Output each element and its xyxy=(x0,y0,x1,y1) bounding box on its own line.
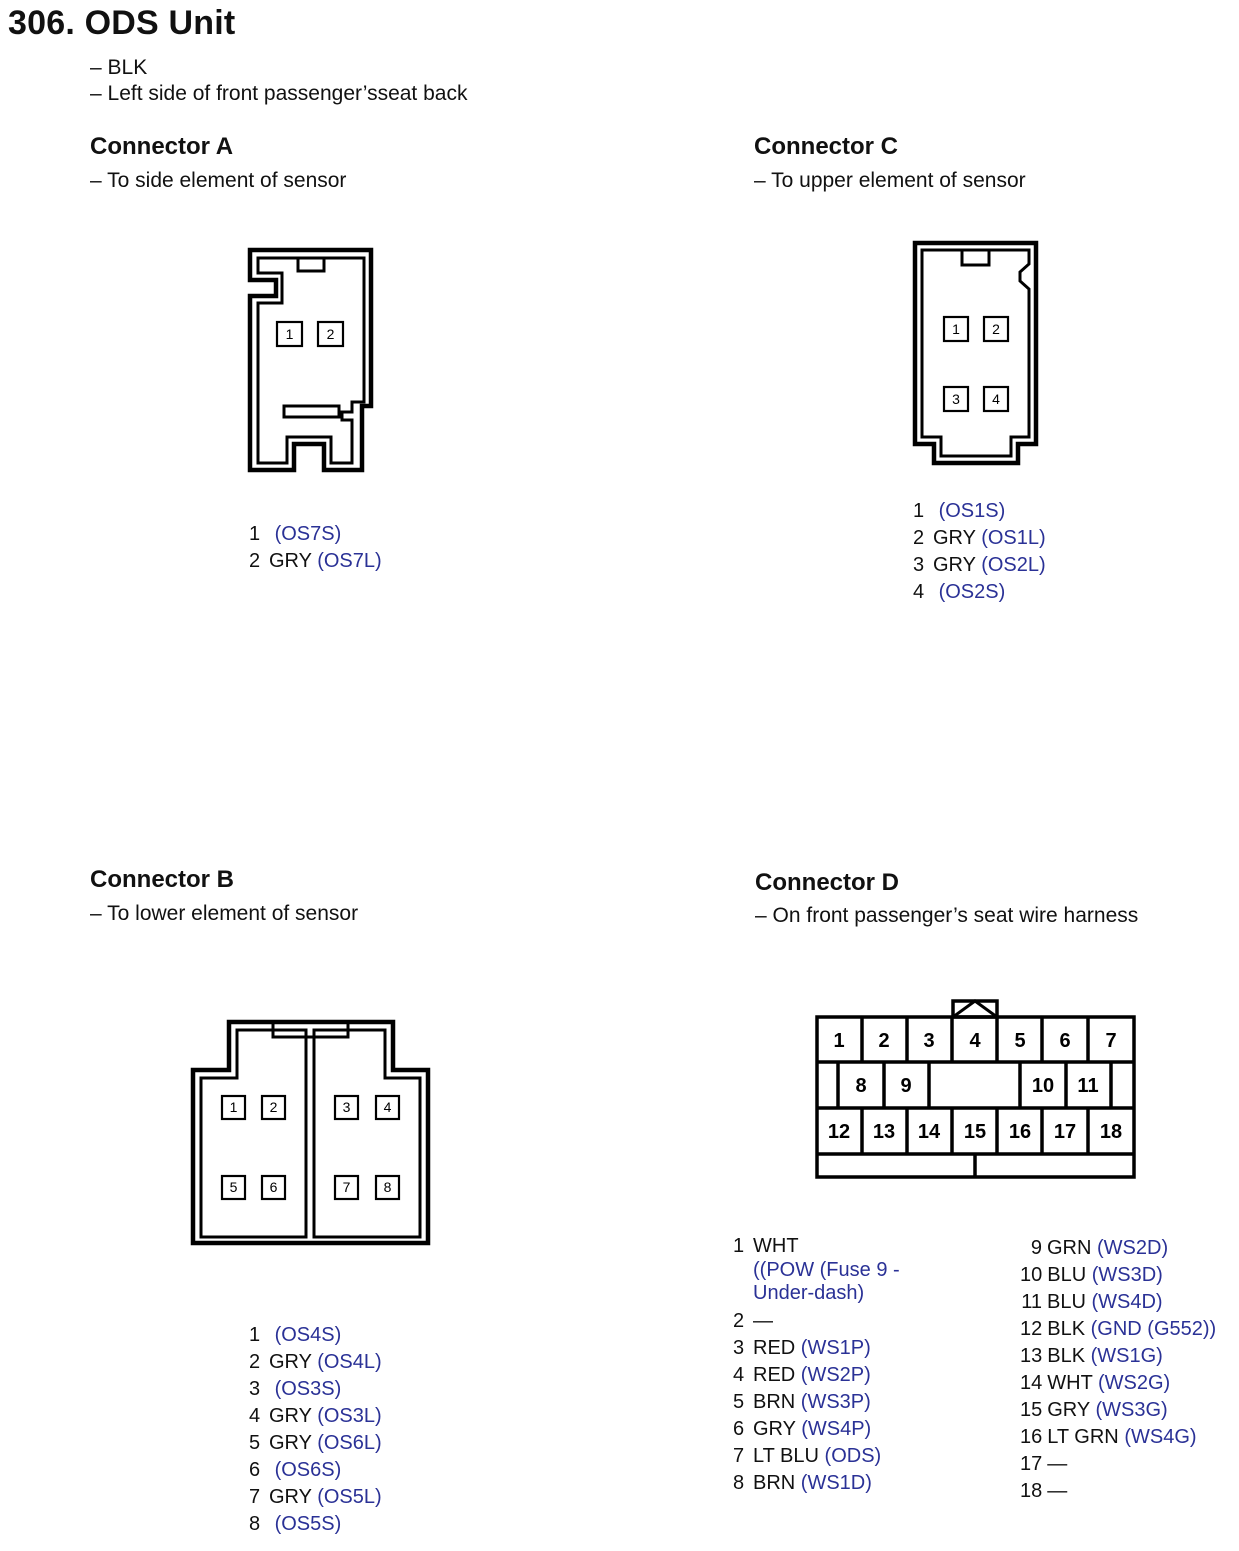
circuit-name: (WS4P) xyxy=(801,1418,872,1440)
connector-d-pin-4-label: 4 xyxy=(969,1030,981,1052)
wire-color: LT BLU xyxy=(753,1445,819,1467)
connector-d-pin-2-label: 2 xyxy=(878,1030,890,1052)
connector-c-pin-3 xyxy=(944,387,968,411)
wire-color: BRN xyxy=(753,1391,796,1413)
wire-color: GRY xyxy=(269,1486,312,1508)
circuit-name: (WS3P) xyxy=(800,1391,871,1413)
circuit-name: (WS3G) xyxy=(1095,1399,1168,1421)
pin-row xyxy=(1020,1343,1216,1370)
connector-b-pin-1 xyxy=(222,1096,245,1119)
circuit-name: (WS2P) xyxy=(800,1364,871,1386)
connector-b-pin-7 xyxy=(335,1176,358,1199)
connector-d-pinlist-left-rest xyxy=(733,1308,881,1497)
pin-number: 5 xyxy=(733,1391,745,1413)
connector-b-face xyxy=(193,1022,428,1243)
connector-c-pin-4-label: 4 xyxy=(992,391,1000,407)
pin-number: 16 xyxy=(1020,1426,1043,1448)
pin-number: 9 xyxy=(1030,1237,1042,1259)
connector-c-pin-1-label: 1 xyxy=(952,321,960,337)
pin-row xyxy=(733,1335,881,1362)
wire-color: BLK xyxy=(1047,1345,1086,1367)
connector-d-desc: – On front passenger’s seat wire harness xyxy=(755,904,1139,927)
pin-row xyxy=(913,525,1046,552)
wire-color: RED xyxy=(753,1337,796,1359)
pin-number: 6 xyxy=(249,1459,261,1481)
pin-number: 2 xyxy=(913,527,925,549)
location-label: – Left side of front passenger’sseat back xyxy=(90,82,468,105)
pin-row xyxy=(913,552,1046,579)
wire-color: GRN xyxy=(1047,1237,1092,1259)
connector-d-title: Connector D xyxy=(755,869,899,896)
pin-row xyxy=(1020,1235,1216,1262)
connector-c-title: Connector C xyxy=(754,133,898,160)
circuit-name: (OS5L) xyxy=(317,1486,382,1508)
circuit-name: (OS7S) xyxy=(274,523,342,545)
pin-1-circuit-line-1: ((POW (Fuse 9 - xyxy=(753,1258,900,1281)
connector-d-pinlist-left xyxy=(733,1235,900,1306)
circuit-name: (ODS) xyxy=(824,1445,882,1467)
pin-number: 3 xyxy=(249,1378,261,1400)
wire-color: GRY xyxy=(753,1418,796,1440)
connector-d-pin-14-label: 14 xyxy=(917,1121,941,1143)
pin-number: 12 xyxy=(1020,1318,1043,1340)
pin-row xyxy=(1020,1424,1216,1451)
pin-row xyxy=(249,1322,382,1349)
connector-d-pin-16-label: 16 xyxy=(1008,1121,1032,1143)
pin-row xyxy=(913,498,1046,525)
connector-c-pin-2-label: 2 xyxy=(992,321,1000,337)
circuit-name: (OS6L) xyxy=(317,1432,382,1454)
wire-color: GRY xyxy=(933,554,976,576)
circuit-name: (OS3L) xyxy=(317,1405,382,1427)
pin-number: 15 xyxy=(1020,1399,1043,1421)
circuit-name: (WS1G) xyxy=(1090,1345,1163,1367)
connector-d-pin-7-label: 7 xyxy=(1105,1030,1117,1052)
pin-number: 2 xyxy=(249,1351,261,1373)
connector-c-pin-2 xyxy=(984,317,1008,341)
connector-d-pin-5-label: 5 xyxy=(1014,1030,1026,1052)
pin-number: 3 xyxy=(913,554,925,576)
wire-color: — xyxy=(1047,1453,1068,1475)
pin-number: 4 xyxy=(249,1405,261,1427)
wire-color: BLU xyxy=(1047,1291,1086,1313)
wire-color: — xyxy=(1047,1480,1068,1502)
circuit-name: (OS7L) xyxy=(317,550,382,572)
connector-d-pin-18-label: 18 xyxy=(1099,1121,1123,1143)
connector-d-pin-10-label: 10 xyxy=(1031,1075,1055,1097)
connector-b-pin-1-label: 1 xyxy=(229,1099,238,1115)
pin-row xyxy=(1020,1289,1216,1316)
connector-b-pin-7-label: 7 xyxy=(342,1179,351,1195)
pin-row xyxy=(733,1362,881,1389)
connector-b-pin-8-label: 8 xyxy=(383,1179,392,1195)
pin-row xyxy=(249,521,382,548)
pin-number: 2 xyxy=(733,1310,745,1332)
connector-b-pin-8 xyxy=(376,1176,399,1199)
connector-d-pin-6-label: 6 xyxy=(1059,1030,1071,1052)
connector-a-title: Connector A xyxy=(90,133,234,160)
connector-d-pin-9-label: 9 xyxy=(900,1075,912,1097)
circuit-name: (GND (G552)) xyxy=(1090,1318,1217,1340)
connector-b-pin-6-label: 6 xyxy=(269,1179,278,1195)
circuit-name: (OS5S) xyxy=(274,1513,342,1535)
page-title: 306. ODS Unit xyxy=(8,4,236,42)
wire-color: GRY xyxy=(269,1405,312,1427)
circuit-name: (OS4S) xyxy=(274,1324,342,1346)
circuit-name: (WS1P) xyxy=(800,1337,871,1359)
wire-color: BLU xyxy=(1047,1264,1087,1286)
circuit-name: (OS2S) xyxy=(938,581,1006,603)
connector-c-pin-4 xyxy=(984,387,1008,411)
pin-number: 4 xyxy=(733,1364,745,1386)
connector-a-pin-2 xyxy=(318,322,343,346)
circuit-name: (OS1S) xyxy=(938,500,1006,522)
circuit-name: (OS2L) xyxy=(981,554,1046,576)
pin-row xyxy=(249,1511,382,1538)
pin-number: 1 xyxy=(249,1324,261,1346)
wire-color: WHT xyxy=(753,1235,799,1257)
connector-d-pinlist-right xyxy=(1020,1235,1216,1505)
pin-number: 8 xyxy=(249,1513,261,1535)
wire-color: GRY xyxy=(269,550,312,572)
pin-number: 1 xyxy=(249,523,261,545)
wire-color: BRN xyxy=(753,1472,796,1494)
pin-row xyxy=(249,1403,382,1430)
pin-number: 4 xyxy=(913,581,925,603)
circuit-name: (WS4D) xyxy=(1091,1291,1163,1313)
pin-number: 13 xyxy=(1020,1345,1043,1367)
connector-a-pin-1-label: 1 xyxy=(285,326,294,342)
pin-row xyxy=(1020,1397,1216,1424)
connector-a-face xyxy=(250,250,371,470)
connector-b-pin-3 xyxy=(335,1096,358,1119)
connector-b-pin-3-label: 3 xyxy=(342,1099,351,1115)
pin-row xyxy=(733,1443,881,1470)
pin-row xyxy=(1020,1262,1216,1289)
connector-b-title: Connector B xyxy=(90,866,234,893)
pin-number: 11 xyxy=(1021,1291,1042,1313)
connector-d-pin-3-label: 3 xyxy=(923,1030,935,1052)
connector-c-face xyxy=(915,243,1036,463)
connector-c-pin-1 xyxy=(944,317,968,341)
connector-d-pin-8-label: 8 xyxy=(855,1075,867,1097)
pin-number: 1 xyxy=(733,1235,745,1257)
pin-row xyxy=(249,1430,382,1457)
pin-row xyxy=(249,548,382,575)
pin-row xyxy=(733,1416,881,1443)
wire-color: BLK xyxy=(1047,1318,1086,1340)
connector-d-pin-17-label: 17 xyxy=(1053,1121,1077,1143)
pin-number: 2 xyxy=(249,550,261,572)
pin-number: 3 xyxy=(733,1337,745,1359)
circuit-name: (OS1L) xyxy=(981,527,1046,549)
circuit-name: (WS2G) xyxy=(1098,1372,1171,1394)
connector-b-pin-4 xyxy=(376,1096,399,1119)
connector-b-pin-2 xyxy=(262,1096,285,1119)
connector-a-pin-2-label: 2 xyxy=(326,326,335,342)
circuit-name: (WS4G) xyxy=(1124,1426,1197,1448)
pin-row xyxy=(733,1308,881,1335)
circuit-name: (WS1D) xyxy=(800,1472,872,1494)
wire-color: GRY xyxy=(933,527,976,549)
pin-row xyxy=(1020,1478,1216,1505)
connector-b-desc: – To lower element of sensor xyxy=(90,902,359,925)
pin-number: 5 xyxy=(249,1432,261,1454)
connector-d-pin-1-label: 1 xyxy=(833,1030,845,1052)
connector-a-pin-1 xyxy=(277,322,302,346)
pin-number: 6 xyxy=(733,1418,745,1440)
pin-row xyxy=(249,1457,382,1484)
connector-c-pinlist xyxy=(913,498,1046,606)
connector-b-pin-5-label: 5 xyxy=(229,1179,238,1195)
pin-number: 7 xyxy=(249,1486,261,1508)
pin-row xyxy=(733,1389,881,1416)
connector-a-pinlist xyxy=(249,521,382,575)
color-label: – BLK xyxy=(90,56,148,79)
pin-row xyxy=(249,1349,382,1376)
connector-b-pin-2-label: 2 xyxy=(269,1099,278,1115)
connector-c-pin-3-label: 3 xyxy=(952,391,960,407)
pin-row xyxy=(1020,1316,1216,1343)
connector-b-pinlist xyxy=(249,1322,382,1538)
connector-b-pin-5 xyxy=(222,1176,245,1199)
pin-row xyxy=(249,1484,382,1511)
circuit-name: (WS2D) xyxy=(1097,1237,1169,1259)
pin-number: 7 xyxy=(733,1445,745,1467)
pin-row xyxy=(1020,1370,1216,1397)
circuit-name: (OS6S) xyxy=(274,1459,342,1481)
connector-d-pin-12-label: 12 xyxy=(827,1121,851,1143)
wire-color: — xyxy=(753,1310,773,1332)
connector-d-pin-13-label: 13 xyxy=(872,1121,896,1143)
circuit-name: (WS3D) xyxy=(1091,1264,1163,1286)
pin-number: 18 xyxy=(1020,1480,1043,1502)
connector-a-desc: – To side element of sensor xyxy=(90,169,347,192)
circuit-name: (OS3S) xyxy=(274,1378,342,1400)
pin-number: 17 xyxy=(1020,1453,1043,1475)
wire-color: GRY xyxy=(269,1351,312,1373)
wire-color: GRY xyxy=(1047,1399,1090,1421)
pin-row xyxy=(249,1376,382,1403)
circuit-name: (OS4L) xyxy=(317,1351,382,1373)
connector-b-pin-6 xyxy=(262,1176,285,1199)
pin-number: 1 xyxy=(913,500,925,522)
wire-color: RED xyxy=(753,1364,796,1386)
pin-number: 8 xyxy=(733,1472,745,1494)
pin-number: 10 xyxy=(1020,1264,1043,1286)
connector-c-desc: – To upper element of sensor xyxy=(754,169,1026,192)
connector-d-face xyxy=(817,1001,1134,1177)
pin-number: 14 xyxy=(1020,1372,1043,1394)
wire-color: GRY xyxy=(269,1432,312,1454)
wire-color: WHT xyxy=(1047,1372,1093,1394)
connector-d-pin-11-label: 11 xyxy=(1077,1075,1099,1097)
wire-color: LT GRN xyxy=(1047,1426,1119,1448)
pin-row xyxy=(733,1470,881,1497)
pin-row xyxy=(733,1235,900,1259)
connector-b-pin-4-label: 4 xyxy=(383,1099,392,1115)
pin-row xyxy=(913,579,1046,606)
pin-1-circuit-line-2: Under-dash) xyxy=(753,1282,865,1304)
connector-d-pin-15-label: 15 xyxy=(963,1121,987,1143)
pin-row xyxy=(1020,1451,1216,1478)
